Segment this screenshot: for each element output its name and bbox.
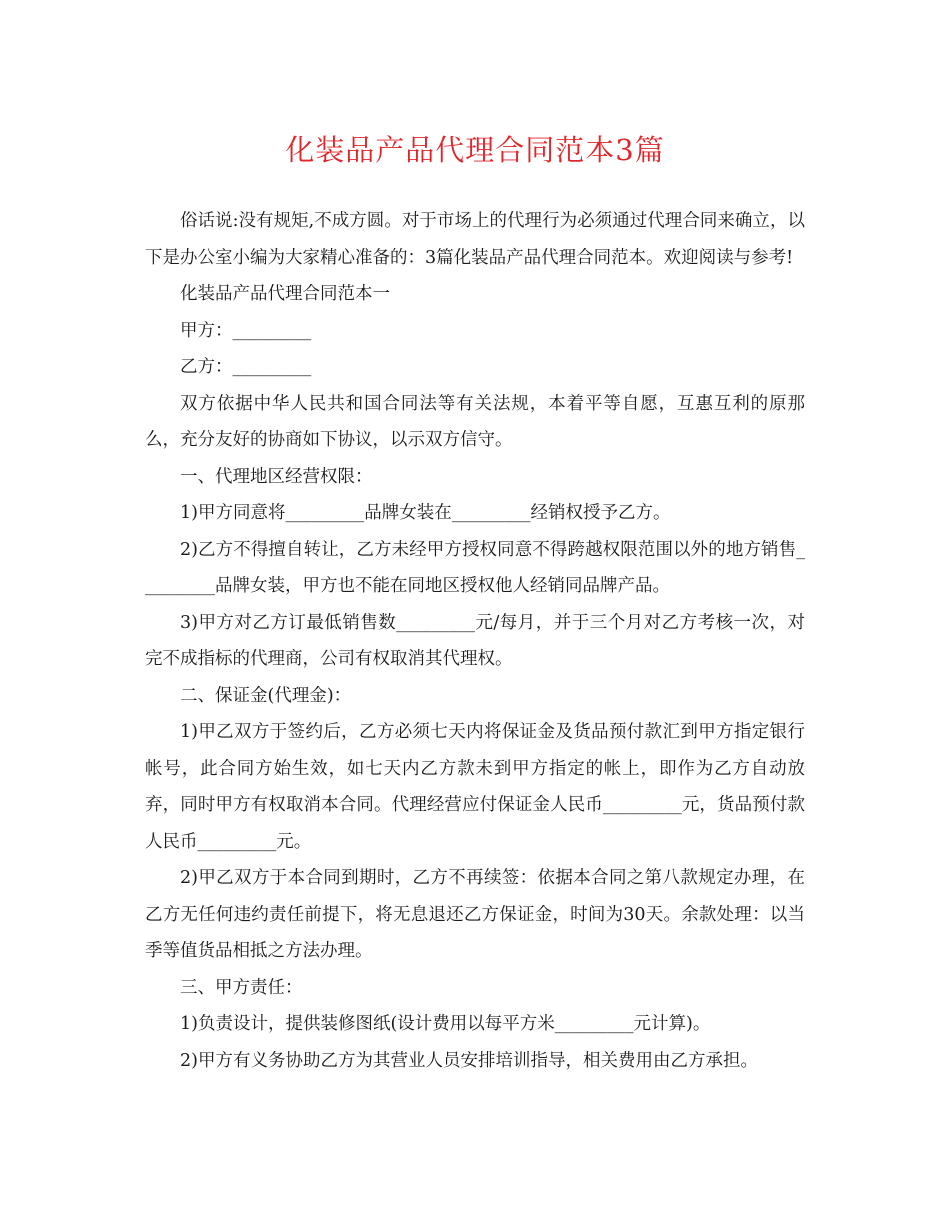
clause-3-1: 1)负责设计，提供装修图纸(设计费用以每平方米_________元计算)。 (180, 1014, 711, 1034)
clause-2-1: 1)甲乙双方于签约后，乙方必须七天内将保证金及货品预付款汇到甲方指定银行帐号，此合同方始生效，如七天内乙方款未到甲方指定的帐上，即作为乙方自动放弃，同时甲方有权取消本合同。代理经营应付保证金人民币_________元，货品预付款人民币_________元。 (145, 722, 805, 852)
section-heading-3: 三、甲方责任： (180, 977, 303, 998)
party-b-line: 乙方：_________ (180, 357, 312, 377)
intro-paragraph: 俗话说:没有规矩,不成方圆。对于市场上的代理行为必须通过代理合同来确立，以下是办公室小编为大家精心准备的：3篇化装品产品代理合同范本。欢迎阅读与参考! (145, 211, 805, 268)
document-title: 化装品产品代理合同范本3篇 (285, 133, 665, 167)
clause-1-1: 1)甲方同意将_________品牌女装在_________经销权授予乙方。 (180, 503, 671, 523)
document-body (145, 203, 805, 1079)
section-heading-2: 二、保证金(代理金)： (180, 685, 352, 706)
clause-1-2: 2)乙方不得擅自转让，乙方未经甲方授权同意不得跨越权限范围以外的地方销售_________品牌女装，甲方也不能在同地区授权他人经销同品牌产品。 (145, 539, 805, 596)
party-a-line: 甲方：_________ (180, 320, 312, 341)
contract-heading: 化装品产品代理合同范本一 (180, 284, 390, 304)
clause-1-3: 3)甲方对乙方订最低销售数_________元/每月，并于三个月对乙方考核一次，对完不成指标的代理商，公司有权取消其代理权。 (145, 612, 805, 669)
preamble-paragraph: 双方依据中华人民共和国合同法等有关法规，本着平等自愿，互惠互利的原那么，充分友好的协商如下协议，以示双方信守。 (145, 393, 805, 450)
clause-3-2: 2)甲方有义务协助乙方为其营业人员安排培训指导，相关费用由乙方承担。 (180, 1050, 758, 1071)
section-heading-1: 一、代理地区经营权限： (180, 466, 373, 487)
clause-2-2: 2)甲乙双方于本合同到期时，乙方不再续签：依据本合同之第八款规定办理，在乙方无任何违约责任前提下，将无息退还乙方保证金，时间为30天。余款处理：以当季等值货品相抵之方法办理。 (145, 868, 805, 961)
